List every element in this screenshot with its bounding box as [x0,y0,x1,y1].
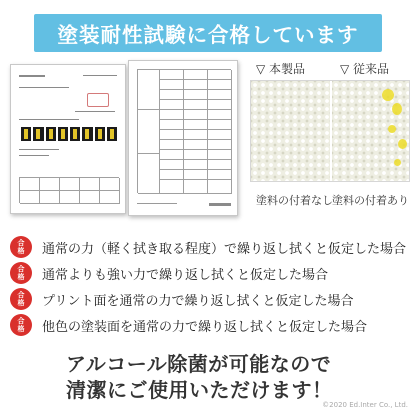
sample-photo [82,127,92,141]
test-case-item [10,236,406,258]
report-footer-line [137,203,177,204]
test-case-item [10,288,353,310]
sample-photo [95,127,105,141]
pass-badge: 合 格 [10,314,32,336]
comparison-swatches [250,80,410,182]
sample-photo [58,127,68,141]
test-case-item [10,314,367,336]
paint-stain [382,89,394,101]
test-case-text: 通常よりも強い力で繰り返し拭くと仮定した場合 [42,267,329,283]
paint-stain [398,139,407,149]
title-banner [34,14,382,52]
report-footer-mark [209,203,231,206]
report-body-line [19,149,59,150]
pass-badge: 合 格 [10,236,32,258]
sample-photo-strip [21,127,117,141]
pass-badge: 合 格 [10,262,32,284]
report-ref-line [83,75,117,76]
result-detail-table [137,69,231,193]
paint-stain [388,125,396,133]
test-case-text: プリント面を通常の力で繰り返し拭くと仮定した場合 [42,293,354,309]
conventional-product-heading: ▽ 従来品 [340,62,390,76]
report-sample-line [19,119,79,120]
paint-stain [394,159,401,166]
pass-badge: 合 格 [10,288,32,310]
test-case-item [10,262,328,284]
conventional-product-swatch [332,81,410,181]
report-page-right [128,60,238,216]
report-heading-line [19,75,45,77]
sample-photo [46,127,56,141]
sample-photo [107,127,117,141]
this-product-heading: ▽ 本製品 [256,62,306,76]
test-case-text: 通常の力（軽く拭き取る程度）で繰り返し拭くと仮定した場合 [42,241,407,257]
headline-line-2: 清潔にご使用いただけます！ [66,378,333,402]
copyright-notice: ©2020 Ed.Inter Co., Ltd. [322,401,408,409]
sample-photo [21,127,31,141]
test-report-documents [4,58,244,220]
test-case-text: 他色の塗装面を通常の力で繰り返し拭くと仮定した場合 [42,319,368,335]
report-client-line [19,87,69,88]
conventional-product-caption: 塗料の付着あり [332,194,409,207]
this-product-caption: 塗料の付着なし [256,194,333,207]
report-signature-line [75,111,115,112]
result-summary-table [19,177,119,203]
banner-title: 塗装耐性試験に合格しています [57,23,359,47]
approval-stamp [87,93,109,107]
headline-line-1: アルコール除菌が可能なので [66,352,332,376]
report-page-left [10,64,126,214]
this-product-swatch [251,81,330,181]
sample-photo [33,127,43,141]
paint-stain [392,103,402,115]
report-body-line [19,155,49,156]
sample-photo [70,127,80,141]
